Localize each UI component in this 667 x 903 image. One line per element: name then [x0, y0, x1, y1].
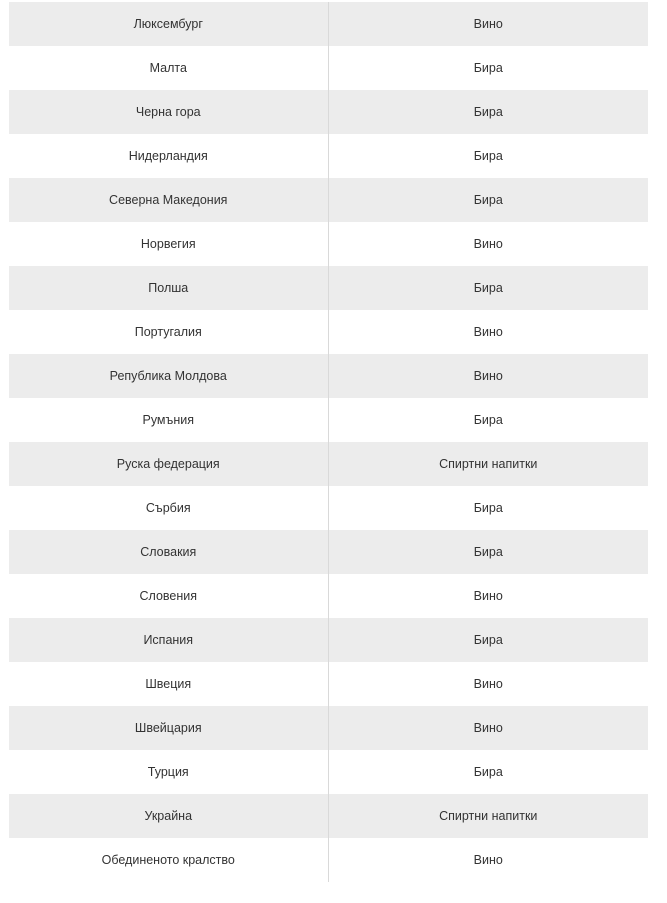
- country-cell: Украйна: [9, 794, 328, 838]
- country-cell: Обединеното кралство: [9, 838, 328, 882]
- table-row: [9, 178, 648, 222]
- country-cell: Черна гора: [9, 90, 328, 134]
- drink-cell: Спиртни напитки: [328, 794, 648, 838]
- country-cell: Сърбия: [9, 486, 328, 530]
- country-cell: Швейцария: [9, 706, 328, 750]
- table-row: [9, 310, 648, 354]
- table-row: [9, 442, 648, 486]
- country-cell: Испания: [9, 618, 328, 662]
- drink-cell: Вино: [328, 354, 648, 398]
- table-row: [9, 354, 648, 398]
- country-cell: Полша: [9, 266, 328, 310]
- drink-cell: Вино: [473, 325, 503, 339]
- table-row: [9, 486, 648, 530]
- country-cell: Румъния: [9, 398, 328, 442]
- country-cell: Норвегия: [9, 222, 328, 266]
- drink-cell: Бира: [328, 618, 648, 662]
- table-row: [9, 530, 648, 574]
- drink-cell: Вино: [473, 853, 503, 867]
- drink-cell: Бира: [328, 178, 648, 222]
- country-drink-table-container: [9, 2, 648, 882]
- table-row: [9, 618, 648, 662]
- country-cell: Словакия: [9, 530, 328, 574]
- drink-cell: Вино: [473, 677, 503, 691]
- drink-cell: Бира: [328, 530, 648, 574]
- table-row: [9, 90, 648, 134]
- table-row: [9, 794, 648, 838]
- country-cell: Северна Македония: [9, 178, 328, 222]
- drink-cell: Бира: [473, 501, 503, 515]
- drink-cell: Вино: [328, 706, 648, 750]
- drink-cell: Вино: [328, 2, 648, 46]
- table-row: [9, 2, 648, 46]
- country-drink-table: [9, 2, 648, 882]
- drink-cell: Спиртни напитки: [328, 442, 648, 486]
- table-row: [9, 134, 648, 178]
- drink-cell: Бира: [473, 149, 503, 163]
- country-cell: Република Молдова: [9, 354, 328, 398]
- table-row: [9, 750, 648, 794]
- country-cell: Люксембург: [9, 2, 328, 46]
- table-body: [9, 2, 648, 882]
- country-cell: Турция: [9, 750, 328, 794]
- table-row: [9, 46, 648, 90]
- drink-cell: Вино: [473, 589, 503, 603]
- country-cell: Руска федерация: [9, 442, 328, 486]
- drink-cell: Вино: [473, 237, 503, 251]
- country-cell: Малта: [9, 46, 328, 90]
- table-row: [9, 398, 648, 442]
- table-row: [9, 222, 648, 266]
- country-cell: Швеция: [9, 662, 328, 706]
- table-row: [9, 838, 648, 882]
- table-row: [9, 266, 648, 310]
- table-row: [9, 706, 648, 750]
- drink-cell: Бира: [328, 266, 648, 310]
- table-row: [9, 662, 648, 706]
- table-row: [9, 574, 648, 618]
- country-cell: Словения: [9, 574, 328, 618]
- drink-cell: Бира: [473, 61, 503, 75]
- country-cell: Нидерландия: [9, 134, 328, 178]
- country-cell: Португалия: [9, 310, 328, 354]
- drink-cell: Бира: [328, 90, 648, 134]
- drink-cell: Бира: [473, 413, 503, 427]
- drink-cell: Бира: [473, 765, 503, 779]
